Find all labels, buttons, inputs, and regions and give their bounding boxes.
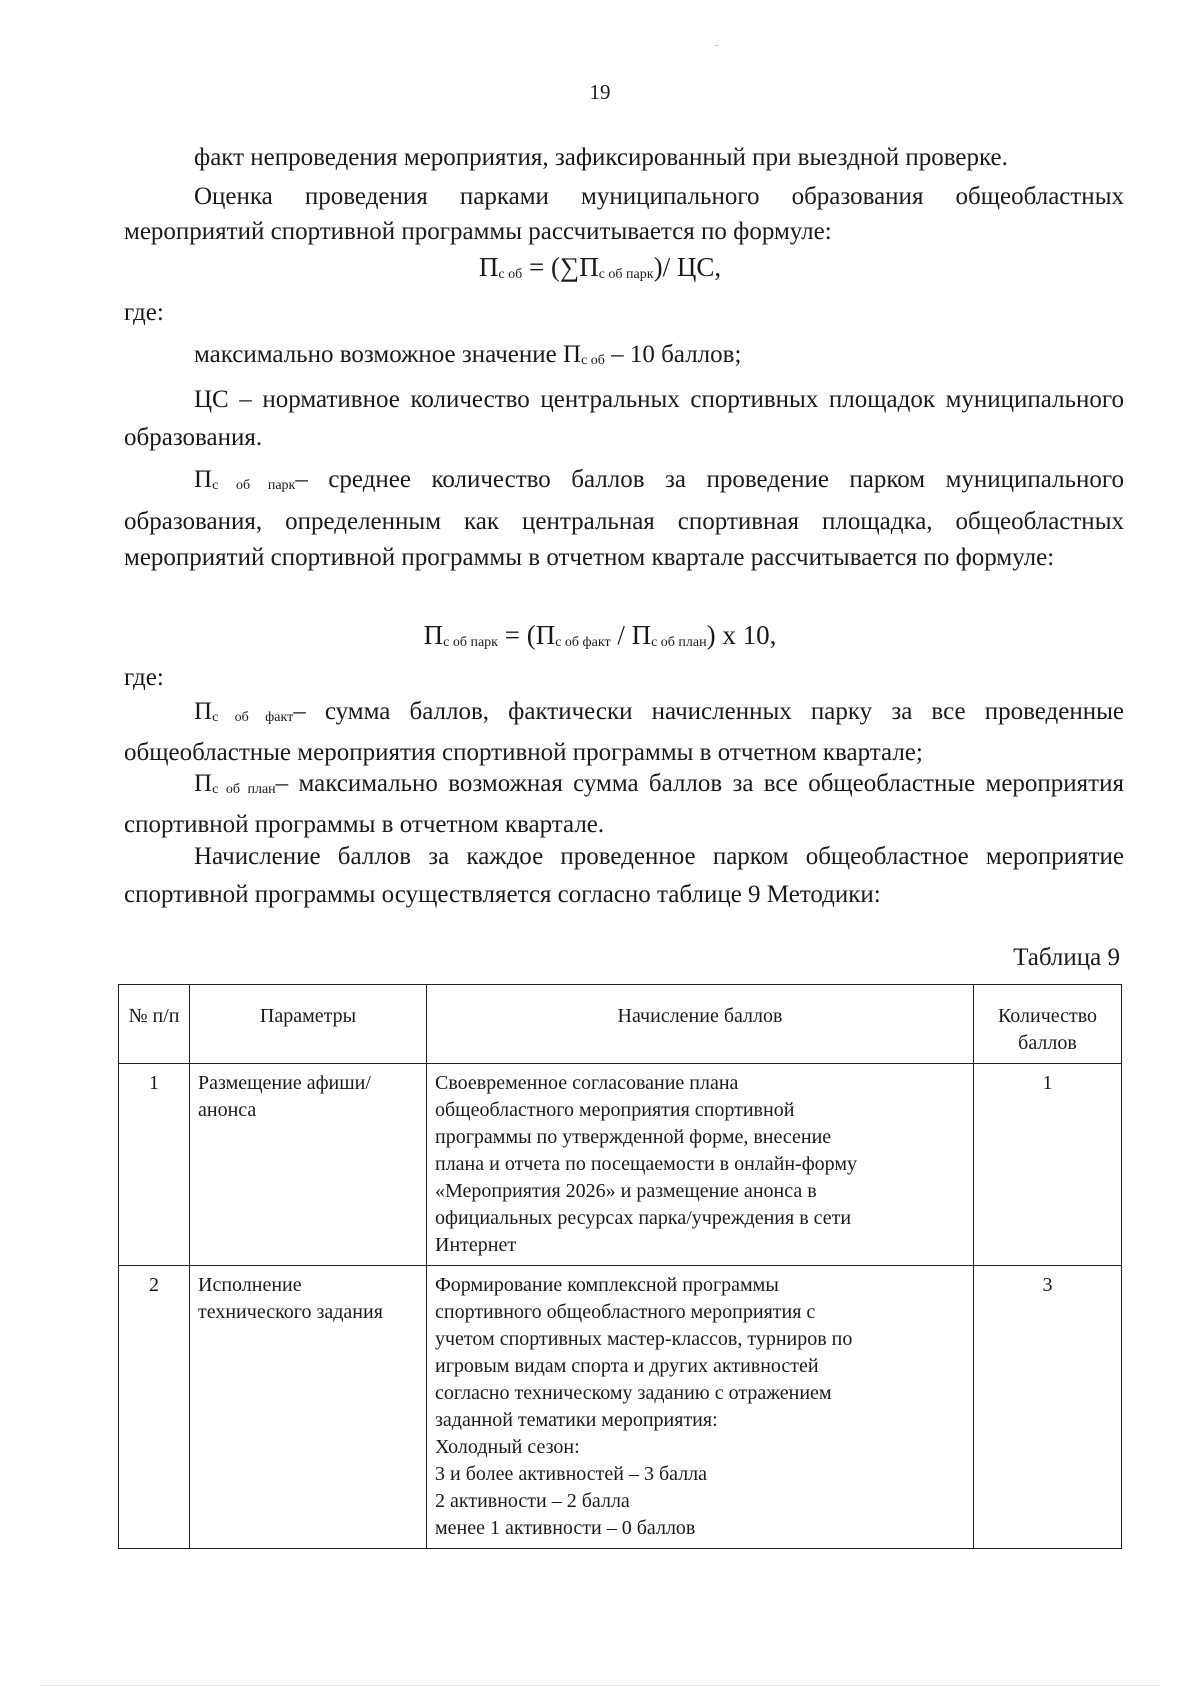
paragraph-5: $П_{с об парк}-$ среднее количество баллов за проведение парком муниципального образования, определенным как центральная спортивная площадка, общеобластных мероприятий спортивной программы в отчетном квартале рассчитывается по формуле: <box>124 466 1124 571</box>
formula-2: $П_{с об парк} = (П_{с об факт} / П_{с об план})$ х 10, <box>423 620 777 650</box>
row-score: 3 <box>974 1266 1122 1549</box>
header-scoring: Начисление баллов <box>427 985 974 1064</box>
page-number: 19 <box>589 80 611 104</box>
table-row <box>119 1064 1122 1266</box>
paragraph-1: факт непроведения мероприятия, зафиксированный при выездной проверке. <box>194 144 1008 171</box>
paragraph-3: максимально возможное значение $П_{с об} - 10$ баллов; <box>194 341 742 368</box>
formula-1: $П_{с об} = (\sum П_{с об парк})/$ ЦС, <box>478 252 722 282</box>
paragraph-8: Начисление баллов за каждое проведенное парком общеобластное мероприятие спортивной программы осуществляется согласно таблице 9 Методики: <box>124 843 1124 908</box>
paragraph-2: Оценка проведения парками муниципального образования общеобластных мероприятий спортивной программы рассчитывается по формуле: <box>124 183 1124 245</box>
row-parameter: Исполнение технического задания <box>190 1266 427 1549</box>
paragraph-7: $П_{с об план}-$ максимально возможная сумма баллов за все общеобластные мероприятия спортивной программы в отчетном квартале. <box>124 770 1124 838</box>
scan-speck <box>715 45 718 46</box>
table-9 <box>118 984 1122 1549</box>
row-num: 1 <box>119 1064 190 1266</box>
header-parameters: Параметры <box>190 985 427 1064</box>
row-parameter: Размещение афиши/анонса <box>190 1064 427 1266</box>
row-description: Своевременное согласование плана общеобластного мероприятия спортивной программы по утвержденной форме, внесение плана и отчета по посещаемости в онлайн-форму «Мероприятия 2026» и размещение анонса в официальных ресурсах парка/учреждения в сети Интернет <box>427 1064 974 1266</box>
scan-bottom-edge <box>40 1685 1160 1686</box>
header-score-count: Количество баллов <box>974 985 1122 1064</box>
paragraph-4: ЦС – нормативное количество центральных спортивных площадок муниципального образования. <box>124 386 1124 451</box>
header-num: № п/п <box>119 985 190 1064</box>
table-row <box>119 1266 1122 1549</box>
table-caption: Таблица 9 <box>1013 944 1120 971</box>
table-header-row <box>119 985 1122 1064</box>
row-score: 1 <box>974 1064 1122 1266</box>
paragraph-6: $П_{с об факт}-$ сумма баллов, фактически начисленных парку за все проведенные общеобластные мероприятия спортивной программы в отчетном квартале; <box>124 698 1125 766</box>
row-num: 2 <box>119 1266 190 1549</box>
where-label-2: где: <box>124 664 164 691</box>
row-description: Формирование комплексной программы спортивного общеобластного мероприятия с учетом спортивных мастер-классов, турниров по игровым видам спорта и других активностей согласно техническому заданию с отражением заданной тематики мероприятия: Холодный сезон: 3 и более активностей – 3 балла 2 активности – 2 балла менее 1 активности – 0 баллов <box>427 1266 974 1549</box>
where-label-1: где: <box>124 299 164 326</box>
